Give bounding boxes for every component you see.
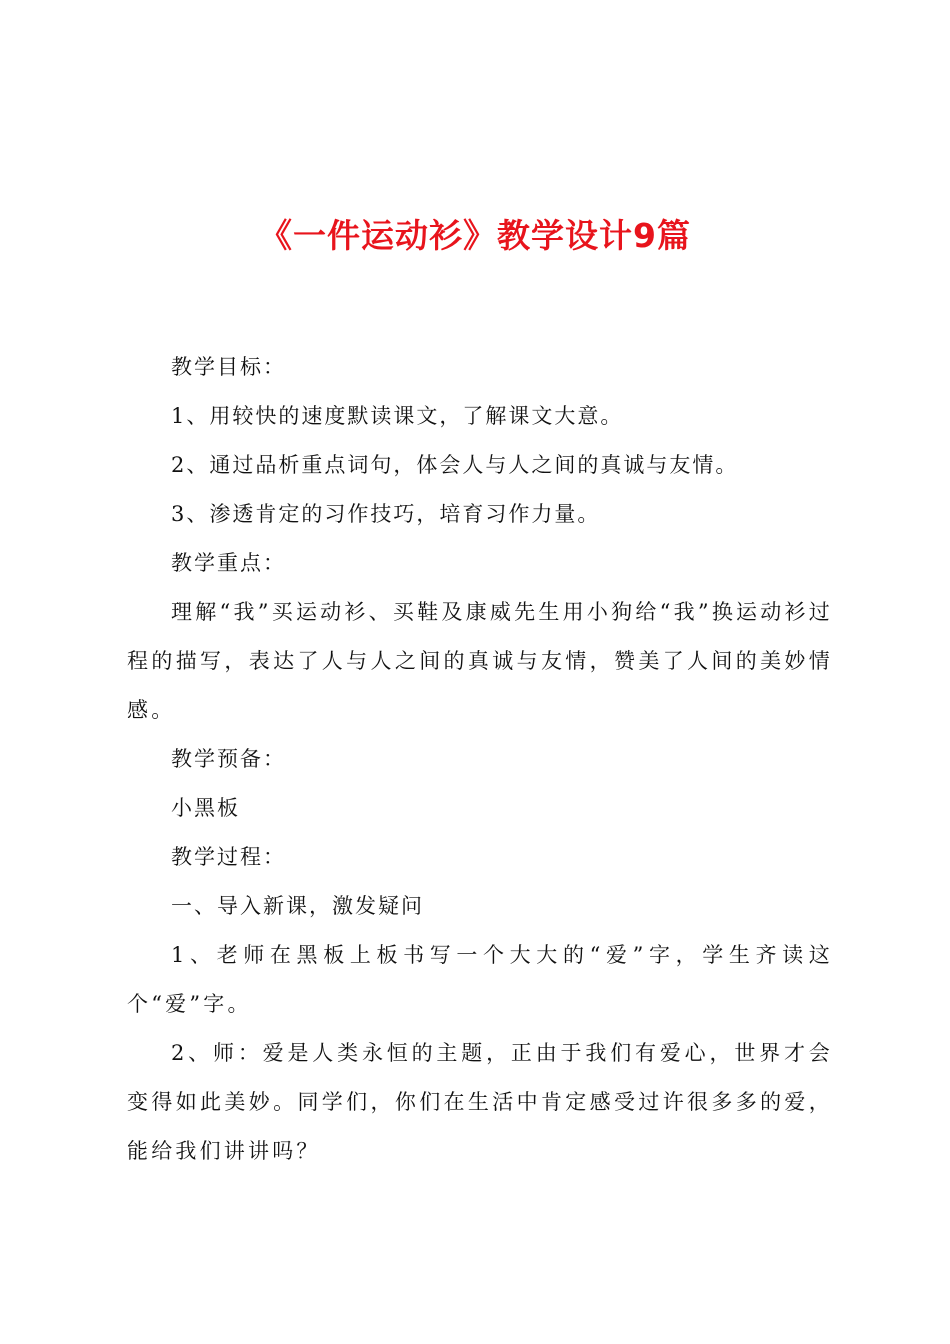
paragraph: 教学预备： [171, 747, 286, 771]
paragraph: 2、师：爱是人类永恒的主题，正由于我们有爱心，世界才会变得如此美妙。同学们，你们在生活中肯定感受过许很多多的爱，能给我们讲讲吗？ [127, 1041, 833, 1163]
paragraph: 小黑板 [171, 796, 240, 820]
paragraph: 理解“我”买运动衫、买鞋及康威先生用小狗给“我”换运动衫过程的描写，表达了人与人之间的真诚与友情，赞美了人间的美妙情感。 [127, 600, 833, 722]
document-body [127, 343, 833, 1176]
paragraph: 教学过程： [171, 845, 286, 869]
paragraph: 3、渗透肯定的习作技巧，培育习作力量。 [171, 502, 601, 526]
document-title: 《一件运动衫》教学设计9篇 [259, 216, 691, 255]
paragraph: 一、导入新课，激发疑问 [171, 894, 424, 918]
paragraph: 2、通过品析重点词句，体会人与人之间的真诚与友情。 [171, 453, 739, 477]
paragraph: 1、老师在黑板上板书写一个大大的“爱”字，学生齐读这个“爱”字。 [127, 943, 833, 1016]
paragraph: 1、用较快的速度默读课文，了解课文大意。 [171, 404, 624, 428]
paragraph: 教学目标： [171, 355, 286, 379]
paragraph: 教学重点： [171, 551, 286, 575]
